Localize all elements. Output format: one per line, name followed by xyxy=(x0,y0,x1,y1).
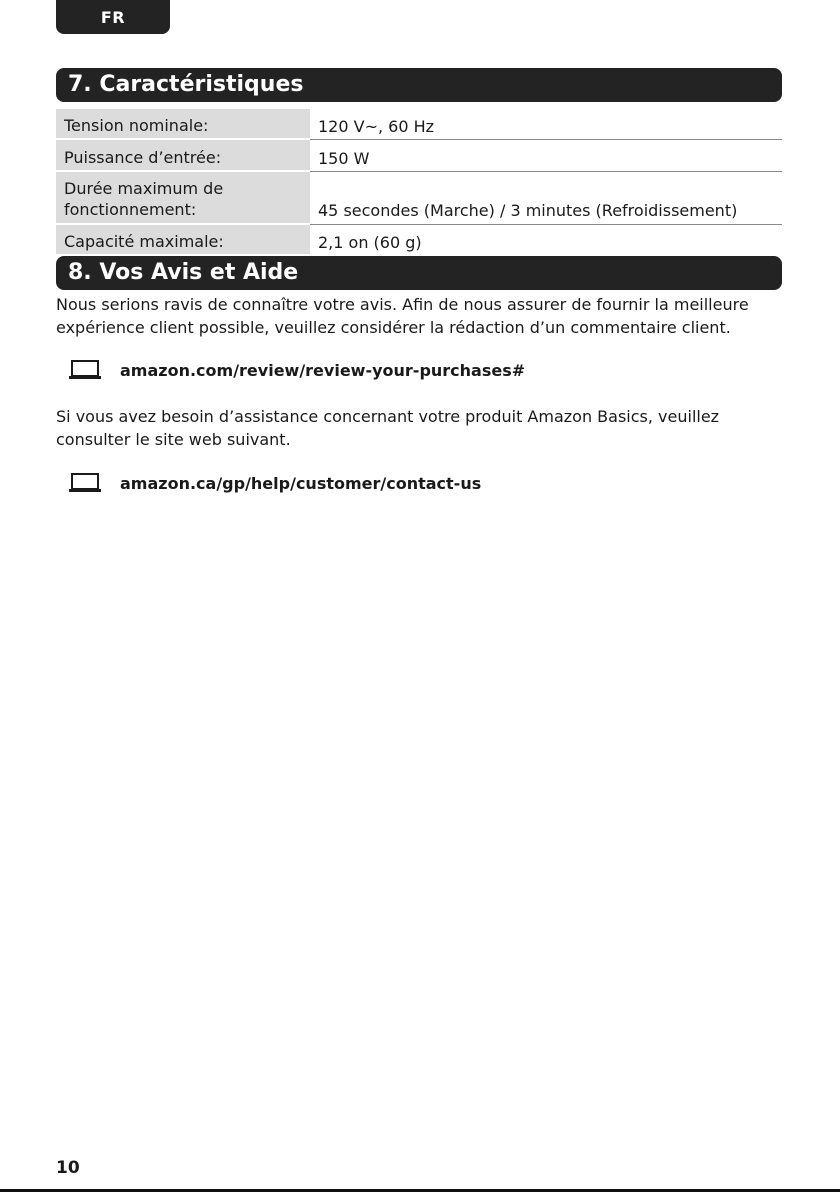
table-row xyxy=(56,224,782,255)
contact-link[interactable]: amazon.ca/gp/help/customer/contact-us xyxy=(120,473,482,493)
table-row xyxy=(56,171,782,224)
language-tab: FR xyxy=(56,0,170,34)
contact-link-row[interactable] xyxy=(68,472,481,494)
spec-label: Puissance d’entrée: xyxy=(56,139,310,171)
spec-value: 120 V~, 60 Hz xyxy=(310,109,782,139)
assistance-text: Si vous avez besoin d’assistance concernant votre produit Amazon Basics, veuillez consulter le site web suivant. xyxy=(56,407,720,449)
spec-value: 150 W xyxy=(310,139,782,171)
feedback-intro-text: Nous serions ravis de connaître votre avis. Afin de nous assurer de fournir la meilleure expérience client possible, veuillez considérer la rédaction d’un commentaire client. xyxy=(56,295,749,337)
table-row xyxy=(56,139,782,171)
laptop-icon xyxy=(68,472,102,494)
review-link[interactable]: amazon.com/review/review-your-purchases# xyxy=(120,360,526,380)
spec-label: Tension nominale: xyxy=(56,109,310,139)
review-link-row[interactable] xyxy=(68,359,525,381)
specs-section-title: 7. Caractéristiques xyxy=(56,68,782,102)
page-number: 10 xyxy=(56,1158,80,1178)
table-row xyxy=(56,109,782,139)
spec-value: 2,1 on (60 g) xyxy=(318,233,422,252)
laptop-icon xyxy=(68,359,102,381)
feedback-section-title: 8. Vos Avis et Aide xyxy=(56,256,782,290)
spec-label: Capacité maximale: xyxy=(56,224,310,255)
specs-table xyxy=(56,109,782,256)
spec-label: Durée maximum de fonctionnement: xyxy=(56,171,310,224)
spec-value: 45 secondes (Marche) / 3 minutes (Refroidissement) xyxy=(310,171,782,224)
